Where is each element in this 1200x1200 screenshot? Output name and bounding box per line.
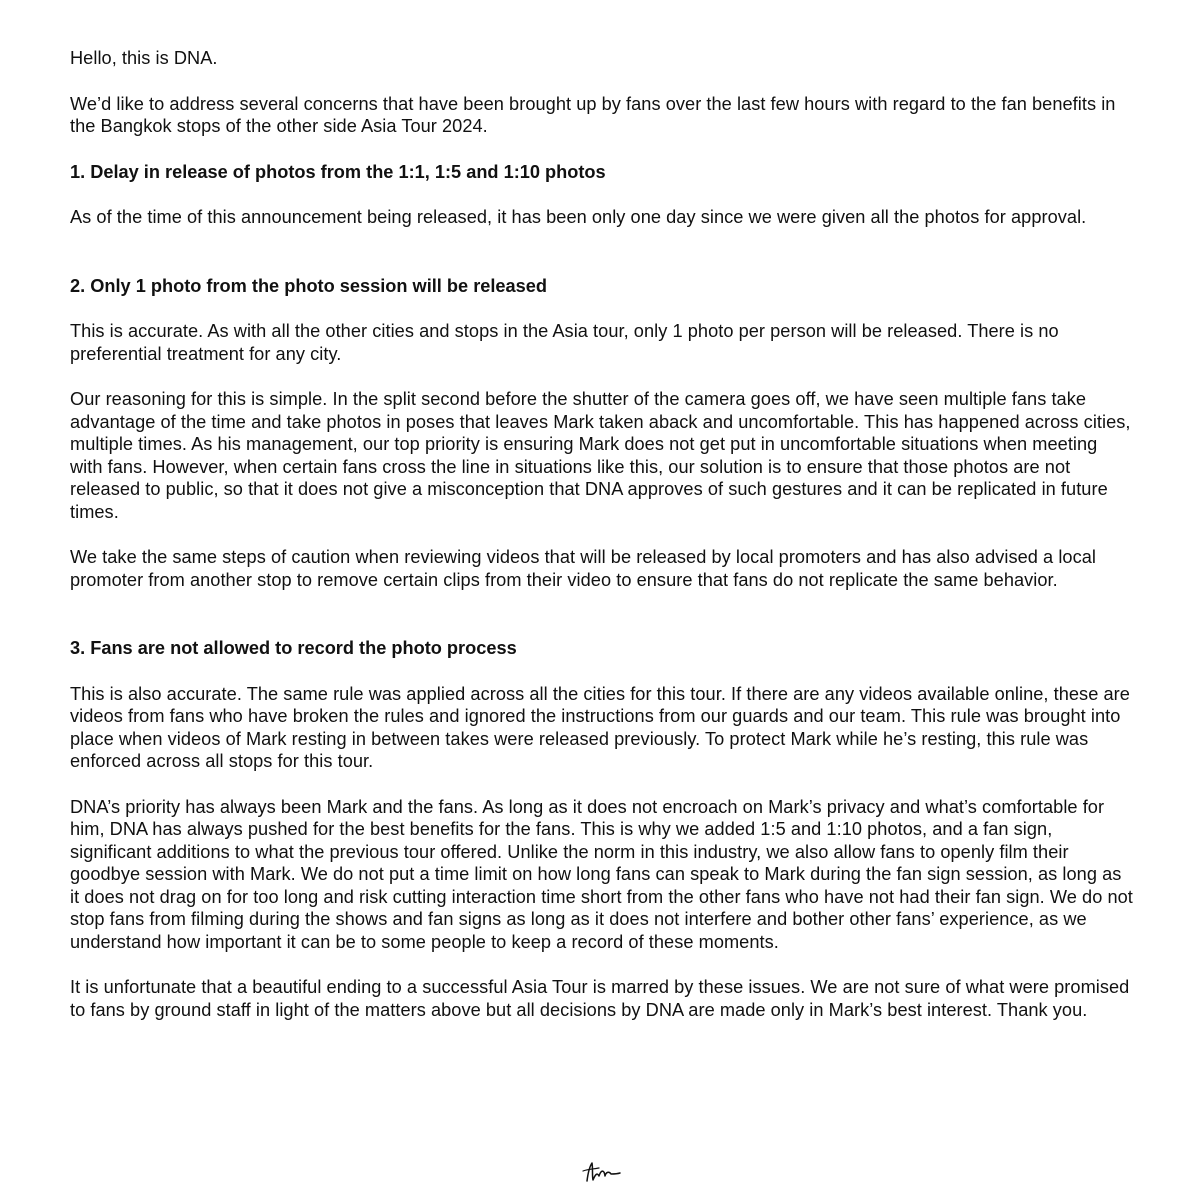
section-spacer — [70, 614, 1134, 637]
section-1-paragraph: As of the time of this announcement being released, it has been only one day since we were given all the photos for approval. — [70, 207, 1087, 227]
section-2-paragraph: Our reasoning for this is simple. In the split second before the shutter of the camera goes off, we have seen multiple fans take advantage of the time and take photos in poses that leaves Mark taken aback and uncomfortable. This has happened across cities, multiple times. As his management, our top priority is ensuring Mark does not get put in uncomfortable situations when meeting with fans. However, when certain fans cross the line in situations like this, our solution is to ensure that those photos are not released to public, so that it does not give a misconception that DNA approves of such gestures and it can be replicated in future times. — [70, 389, 1131, 522]
signature-icon — [575, 1156, 625, 1190]
section-2-heading: 2. Only 1 photo from the photo session will be released — [70, 275, 548, 296]
section-3-paragraph: It is unfortunate that a beautiful ending to a successful Asia Tour is marred by these issues. We are not sure of what were promised to fans by ground staff in light of the matters above but all decisions by DNA are made only in Mark’s best interest. Thank you. — [70, 977, 1130, 1020]
section-spacer — [70, 252, 1134, 275]
section-2-paragraph: This is accurate. As with all the other cities and stops in the Asia tour, only 1 photo per person will be released. There is no preferential treatment for any city. — [70, 321, 1059, 364]
section-2-paragraph: We take the same steps of caution when reviewing videos that will be released by local promoters and has also advised a local promoter from another stop to remove certain clips from their video to ensure that fans do not replicate the same behavior. — [70, 547, 1096, 590]
section-3-paragraph: This is also accurate. The same rule was applied across all the cities for this tour. If there are any videos available online, these are videos from fans who have broken the rules and ignored the instructions from our guards and our team. This rule was brought into place when videos of Mark resting in between takes were released previously. To protect Mark while he’s resting, this rule was enforced across all stops for this tour. — [70, 683, 1130, 771]
section-1-heading: 1. Delay in release of photos from the 1:1, 1:5 and 1:10 photos — [70, 161, 606, 182]
section-3-paragraph: DNA’s priority has always been Mark and the fans. As long as it does not encroach on Mark’s privacy and what’s comfortable for him, DNA has always pushed for the best benefits for the fans. This is why we added 1:5 and 1:10 photos, and a fan sign, significant additions to what the previous tour offered. Unlike the norm in this industry, we also allow fans to openly film their goodbye session with Mark. We do not put a time limit on how long fans can speak to Mark during the fan sign session, as long as it does not drag on for too long and risk cutting interaction time short from the other fans who have not had their fan sign. We do not stop fans from filming during the shows and fan signs as long as it does not interfere and bother other fans’ experience, as we understand how important it can be to some people to keep a record of these moments. — [70, 796, 1133, 952]
statement-document — [70, 47, 1134, 1044]
section-3-heading: 3. Fans are not allowed to record the photo process — [70, 638, 517, 658]
greeting: Hello, this is DNA. — [70, 48, 218, 68]
intro-paragraph: We’d like to address several concerns that have been brought up by fans over the last few hours with regard to the fan benefits in the Bangkok stops of the other side Asia Tour 2024. — [70, 93, 1116, 136]
